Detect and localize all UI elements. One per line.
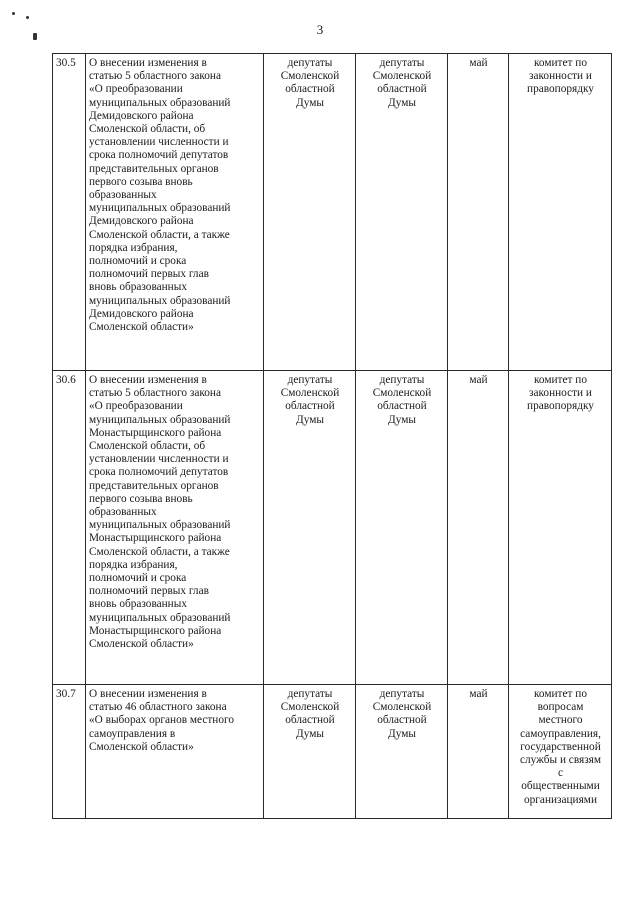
- initiator-cell: депутаты Смоленской областной Думы: [264, 685, 356, 819]
- month-cell: май: [448, 685, 509, 819]
- initiator-cell: депутаты Смоленской областной Думы: [264, 371, 356, 685]
- month-cell: май: [448, 371, 509, 685]
- table-row: [53, 371, 612, 685]
- responsible-cell: депутаты Смоленской областной Думы: [356, 371, 448, 685]
- bill-title: О внесении изменения в статью 46 областного закона «О выборах органов местного самоуправления в Смоленской области»: [86, 685, 264, 819]
- committee-cell: комитет по вопросам местного самоуправления, государственной службы и связям с общественными организациями: [509, 685, 612, 819]
- scan-speck: [26, 16, 29, 19]
- page-number: 3: [316, 22, 324, 37]
- bill-title: О внесении изменения в статью 5 областного закона «О преобразовании муниципальных образований Монастырщинского района Смоленской области, об установлении численности и срока полномочий депутатов представительных органов первого созыва вновь образованных муниципальных образований Монастырщинского района Смоленской области, а также порядка избрания, полномочий и срока полномочий первых глав вновь образованных муниципальных образований Монастырщинского района Смоленской области»: [86, 371, 264, 685]
- responsible-cell: депутаты Смоленской областной Думы: [356, 54, 448, 371]
- month-cell: май: [448, 54, 509, 371]
- row-number: 30.7: [53, 685, 86, 819]
- responsible-cell: депутаты Смоленской областной Думы: [356, 685, 448, 819]
- table-row: [53, 685, 612, 819]
- row-number: 30.6: [53, 371, 86, 685]
- initiator-cell: депутаты Смоленской областной Думы: [264, 54, 356, 371]
- committee-cell: комитет по законности и правопорядку: [509, 371, 612, 685]
- bill-title: О внесении изменения в статью 5 областного закона «О преобразовании муниципальных образований Демидовского района Смоленской области, об установлении численности и срока полномочий депутатов представительных органов первого созыва вновь образованных муниципальных образований Демидовского района Смоленской области, а также порядка избрания, полномочий и срока полномочий первых глав вновь образованных муниципальных образований Демидовского района Смоленской области»: [86, 54, 264, 371]
- table-row: [53, 54, 612, 371]
- committee-cell: комитет по законности и правопорядку: [509, 54, 612, 371]
- legislative-plan-table: [52, 53, 612, 819]
- scan-speck: [12, 12, 15, 15]
- row-number: 30.5: [53, 54, 86, 371]
